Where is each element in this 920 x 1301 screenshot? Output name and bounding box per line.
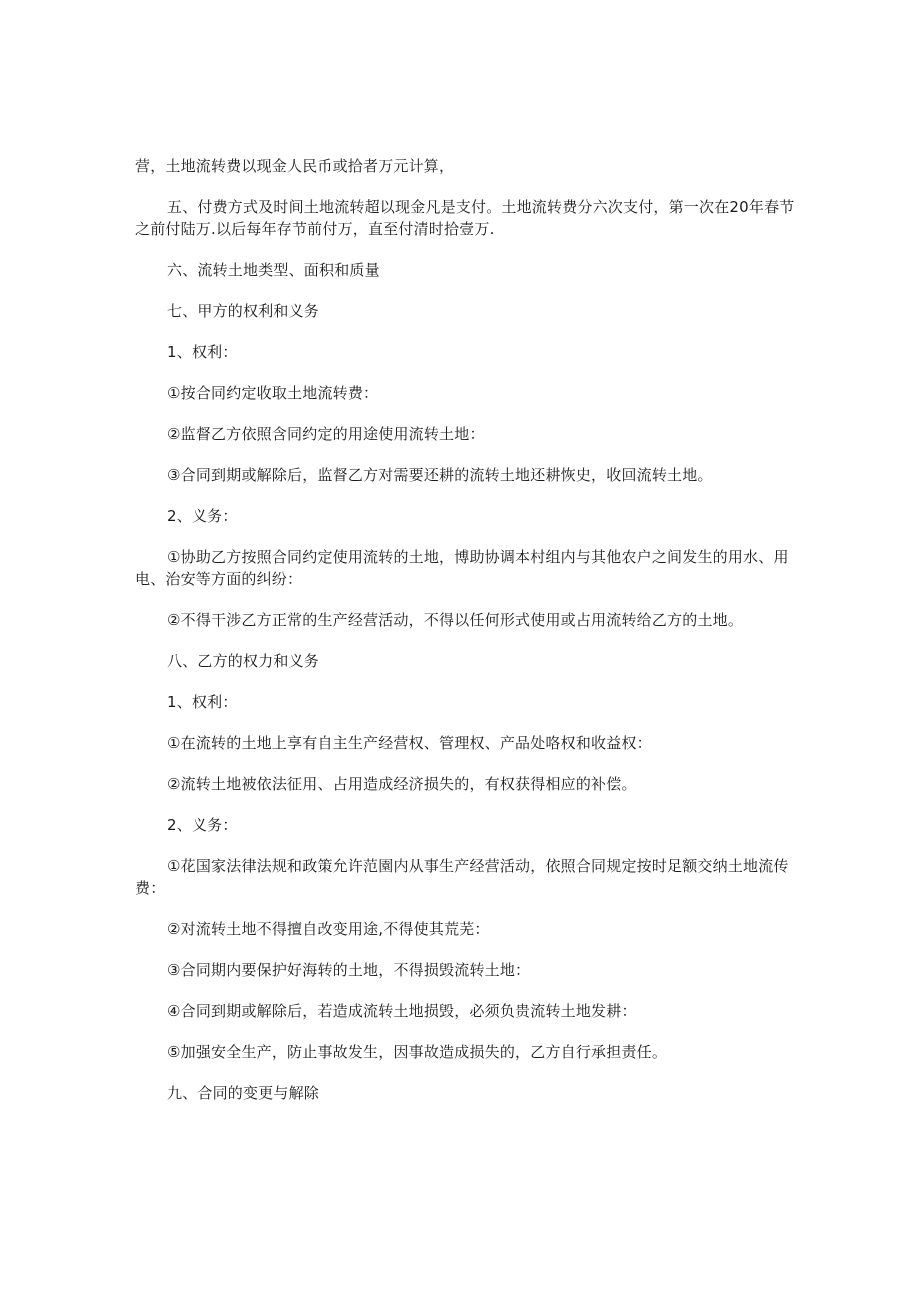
list-item: ①按合同约定收取土地流转费： <box>167 384 379 402</box>
paragraph-1: 营，土地流转费以现金人民币或拾者万元计算， <box>135 157 455 175</box>
list-item: ②监督乙方依照含同约定的用途使用流转土地： <box>167 425 485 443</box>
subheading-obligations: 2、义务： <box>167 507 238 525</box>
subheading-obligations: 2、义务： <box>167 816 238 834</box>
list-item: ③合同期内要保护好海转的土地，不得损毁流转土地： <box>167 961 531 979</box>
list-item: ①在流转的土地上享有自主生产经营权、管理权、产品处咯权和收益权： <box>167 734 652 752</box>
list-item: ④合同到期或解除后，若造成流转土地损毁，必须负贵流转土地发耕： <box>167 1002 637 1020</box>
subheading-rights: 1、权利： <box>167 343 238 361</box>
section-heading-7: 七、甲方的权利和义务 <box>167 302 320 320</box>
section-heading-6: 六、流转土地类型、面积和质量 <box>167 261 380 279</box>
section-heading-9: 九、合同的变更与解除 <box>167 1084 320 1102</box>
list-item: ②对流转土地不得擅自改变用途,不得使其荒芜： <box>167 920 490 938</box>
list-item: ①花国家法律法规和政策允许范園内从事生产经营活动，依照合同规定按时足额交纳土地流传费： <box>135 857 789 897</box>
list-item: ①协助乙方按照合同约定使用流转的土地，博助协调本村组内与其他农户之间发生的用水、用电、治安等方面的纠纷： <box>135 548 789 588</box>
section-heading-8: 八、乙方的权力和义务 <box>167 652 320 670</box>
subheading-rights: 1、权利： <box>167 693 238 711</box>
list-item: ②不得干涉乙方正常的生产经营活动，不得以任何形式使用或占用流转给乙方的土地。 <box>167 611 744 629</box>
list-item: ②流转土地被依法征用、占用造成经济损失的，有权获得相应的补偿。 <box>167 775 637 793</box>
list-item: ③合同到期或解除后，监督乙方对需要还耕的流转土地还耕恢史，收回流转土地。 <box>167 466 713 484</box>
list-item: ⑤加强安全生产，防止事故发生，因事故造成损失的，乙方自行承担责任。 <box>167 1043 668 1061</box>
paragraph-2: 五、付费方式及时间土地流转超以现金凡是支付。土地流转费分六次支付，第一次在20年春节之前付陆万.以后每年存节前付万，直至付清时拾壹万. <box>135 198 795 238</box>
